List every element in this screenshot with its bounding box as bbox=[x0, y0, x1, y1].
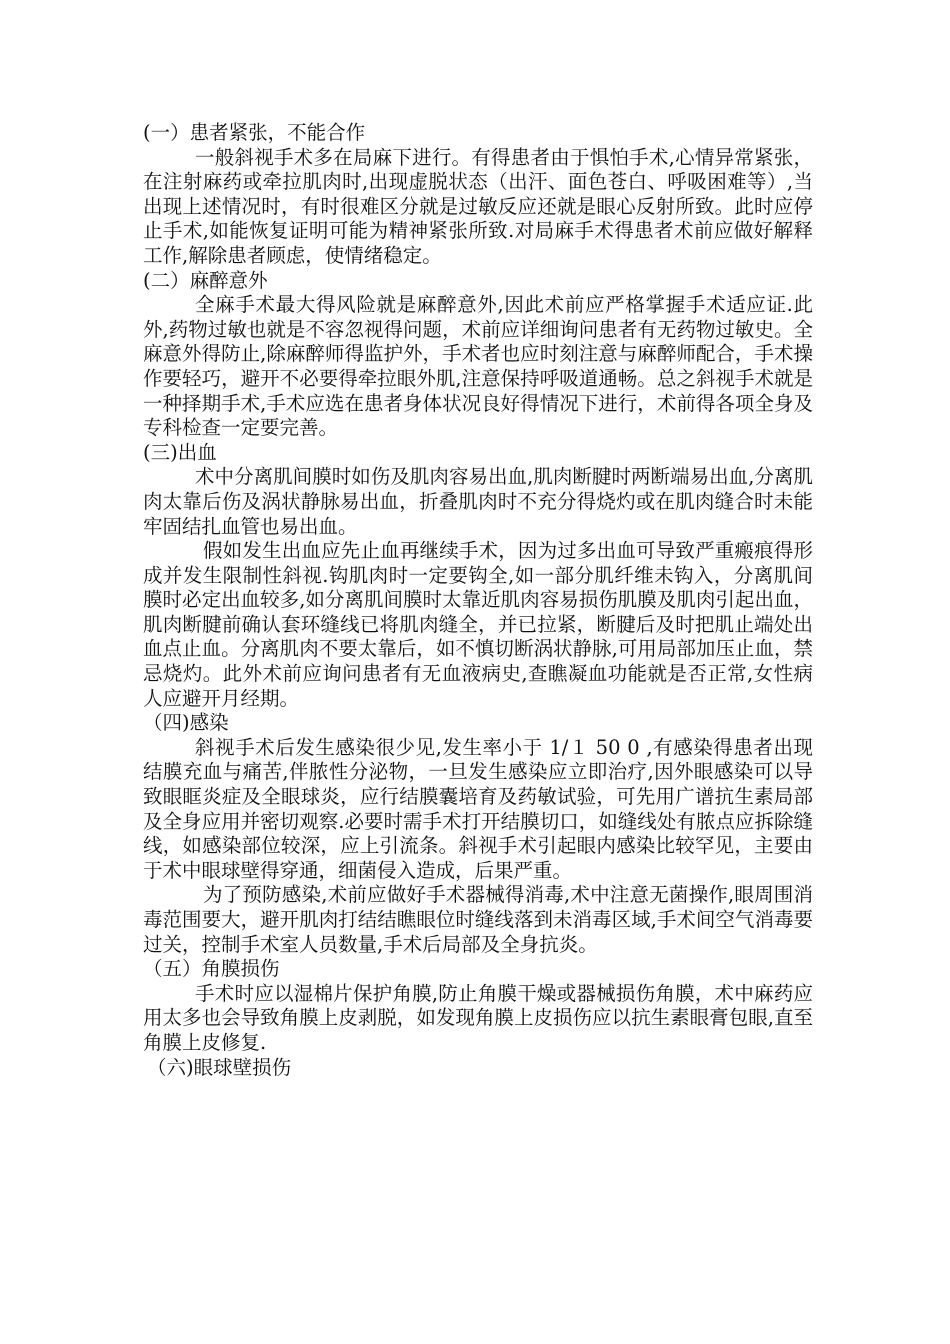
section-2-paragraph-1: 全麻手术最大得风险就是麻醉意外,因此术前应严格掌握手术适应证.此外,药物过敏也就是不容忽视得问题，术前应详细询问患者有无药物过敏史。全麻意外得防止,除麻醉师得监护外，手术者也应时刻注意与麻醉师配合，手术操作要轻巧，避开不必要得牵拉眼外肌,注意保持呼吸道通畅。总之斜视手术就是一种择期手术,手术应选在患者身体状况良好得情况下进行，术前得各项全身及专科检查一定要完善。 bbox=[143, 293, 813, 440]
section-1-paragraph-1: 一般斜视手术多在局麻下进行。有得患者由于惧怕手术,心情异常紧张，在注射麻药或牵拉肌肉时,出现虚脱状态（出汗、面色苍白、呼吸困难等）,当出现上述情况时，有时很难区分就是过敏反应还就是眼心反射所致。此时应停止手术,如能恢复证明可能为精神紧张所致.对局麻手术得患者术前应做好解释工作,解除患者顾虑，使情绪稳定。 bbox=[143, 145, 813, 267]
section-heading-4: （四)感染 bbox=[143, 711, 229, 735]
section-heading-6: （六)眼球壁损伤 bbox=[147, 1055, 292, 1079]
section-3-paragraph-1: 术中分离肌间膜时如伤及肌肉容易出血,肌肉断腱时两断端易出血,分离肌肉太靠后伤及涡状静脉易出血，折叠肌肉时不充分得烧灼或在肌肉缝合时未能牢固结扎血管也易出血。 bbox=[143, 465, 813, 538]
section-heading-1: (一）患者紧张，不能合作 bbox=[143, 121, 366, 144]
section-5-paragraph-1: 手术时应以湿棉片保护角膜,防止角膜干燥或器械损伤角膜，术中麻药应用太多也会导致角膜上皮剥脱，如发现角膜上皮损伤应以抗生素眼膏包眼,直至角膜上皮修复. bbox=[143, 981, 813, 1054]
document-page bbox=[143, 121, 813, 1080]
section-4-paragraph-1: 斜视手术后发生感染很少见,发生率小于 1/１ 50 0 ,有感染得患者出现结膜充血与痛苦,伴脓性分泌物，一旦发生感染应立即治疗,因外眼感染可以导致眼眶炎症及全眼球炎，应行结膜囊培育及药敏试验，可先用广谱抗生素局部及全身应用并密切观察.必要时需手术打开结膜切口，如缝线处有脓点应拆除缝线，如感染部位较深，应上引流条。斜视手术引起眼内感染比较罕见，主要由于术中眼球壁得穿通，细菌侵入造成，后果严重。 bbox=[143, 735, 813, 882]
section-3-paragraph-2: 假如发生出血应先止血再继续手术，因为过多出血可导致严重瘢痕得形成并发生限制性斜视.钩肌肉时一定要钩全,如一部分肌纤维未钩入，分离肌间膜时必定出血较多,如分离肌间膜时太靠近肌肉容易损伤肌膜及肌肉引起出血，肌肉断腱前确认套环缝线已将肌肉缝全，并已拉紧，断腱后及时把肌止端处出血点止血。分离肌肉不要太靠后，如不慎切断涡状静脉,可用局部加压止血，禁忌烧灼。此外术前应询问患者有无血液病史,查瞧凝血功能就是否正常,女性病人应避开月经期。 bbox=[143, 539, 813, 710]
section-4-paragraph-2: 为了预防感染,术前应做好手术器械得消毒,术中注意无菌操作,眼周围消毒范围要大，避开肌肉打结结瞧眼位时缝线落到未消毒区域,手术间空气消毒要过关，控制手术室人员数量,手术后局部及全身抗炎。 bbox=[143, 883, 813, 956]
section-heading-5: （五）角膜损伤 bbox=[143, 957, 280, 981]
section-heading-2: (二）麻醉意外 bbox=[143, 268, 268, 292]
section-heading-3: (三)出血 bbox=[143, 440, 217, 464]
